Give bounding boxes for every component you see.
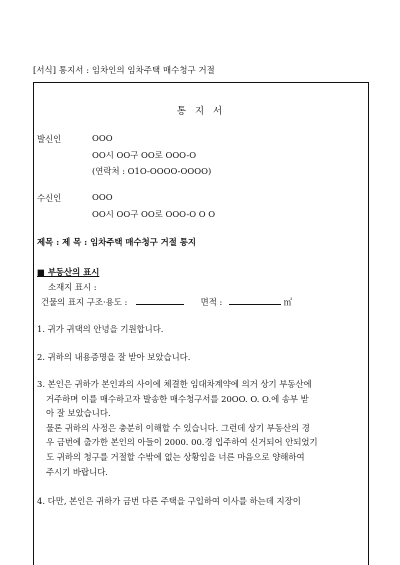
recipient-name: OOO <box>92 192 113 202</box>
recipient-label: 수신인 <box>37 193 62 203</box>
paragraph-3-line: 주시기 바랍니다. <box>46 466 108 477</box>
building-blank <box>136 296 184 305</box>
building-structure-row <box>41 296 292 308</box>
paragraph-2: 2. 귀하의 내용증명을 잘 받아 보았습니다. <box>37 352 191 362</box>
paragraph-3-line: 아 잘 보았습니다. <box>46 408 111 419</box>
form-caption: [서식] 통지서 : 임차인의 임차주택 매수청구 거절 <box>33 65 215 75</box>
recipient-address: OO시 OO구 OO로 OOO-O O O <box>92 209 216 219</box>
sender-address: OO시 OO구 OO로 OOO-O <box>92 150 197 160</box>
paragraph-3-line: 물론 귀하의 사정은 충분히 이해할 수 있습니다. 그런데 상기 부동산의 경 <box>46 422 310 433</box>
paragraph-3-line: 도 귀하의 청구를 거절할 수밖에 없는 상황임을 너른 마음으로 양해하여 <box>46 451 305 462</box>
paragraph-4: 4. 다만, 본인은 귀하가 금번 다른 주택을 구입하여 이사를 하는데 지장이 <box>37 496 301 506</box>
paragraph-3-line: 우 금번에 출가한 본인의 아들이 2000. 00.경 입주하여 신거되어 안되었기 <box>46 437 318 448</box>
sender-label: 발신인 <box>37 134 62 144</box>
document-title: 통 지 서 <box>176 106 226 117</box>
subject-line: 제목 : 제 목 : 임차주택 매수청구 거절 통지 <box>37 237 196 247</box>
property-section-title: ■ 부동산의 표시 <box>37 267 100 277</box>
area-label: 면적 : <box>200 297 223 307</box>
paragraph-3-line: 거주하며 이를 매수하고자 발송한 매수청구서를 20OO. O. O.에 송부 받 <box>46 393 309 404</box>
area-unit: ㎡ <box>283 297 293 307</box>
paragraph-1: 1. 귀가 귀댁의 안녕을 기원합니다. <box>37 324 164 334</box>
property-location-label: 소재지 표시 : <box>48 282 97 292</box>
paragraph-3-line: 3. 본인은 귀하가 본인과의 사이에 체결한 임대차계약에 의거 상기 부동산에 <box>37 379 312 389</box>
sender-name: OOO <box>92 133 113 143</box>
paragraph-3 <box>37 377 365 479</box>
area-blank <box>229 296 281 305</box>
notice-document <box>33 82 369 565</box>
building-label: 건물의 표지 구조·용도 : <box>41 297 128 307</box>
sender-contact: (연락처 : O1O-OOOO-OOOO) <box>92 166 212 176</box>
